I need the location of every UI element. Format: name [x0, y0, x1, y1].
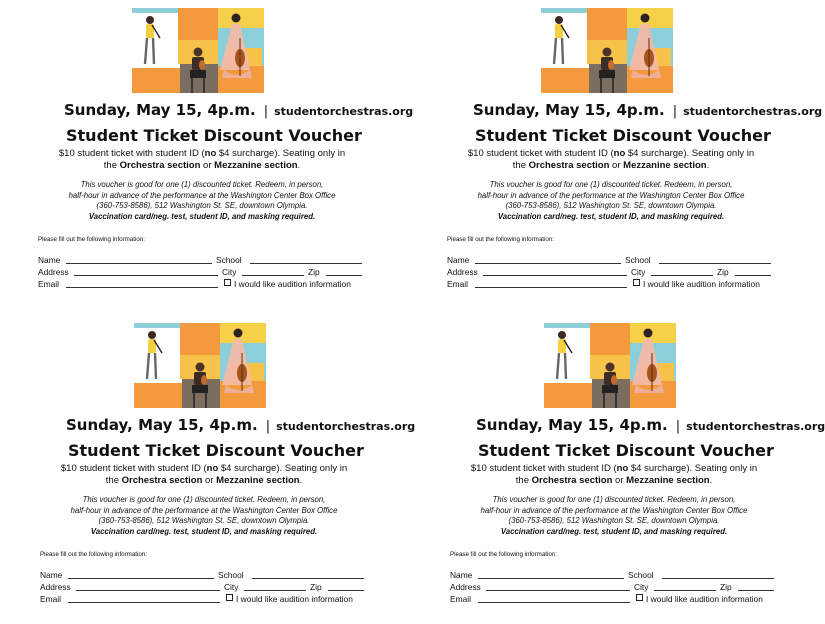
description-text: .: [297, 160, 301, 171]
event-separator: |: [265, 419, 271, 434]
fine-print-line: (360-753-8586), 512 Washington St. SE, downtown Olympia.: [98, 516, 310, 525]
audition-label: I would like audition information: [643, 279, 760, 289]
event-date: Sunday, May 15, 4p.m.: [476, 416, 668, 434]
mezzanine-section: Mezzanine section: [216, 475, 300, 486]
fine-print: [22, 180, 382, 222]
email-field[interactable]: [68, 602, 220, 603]
event-date: Sunday, May 15, 4p.m.: [473, 101, 665, 119]
zip-field[interactable]: [738, 590, 774, 591]
audition-checkbox[interactable]: [633, 279, 640, 286]
musicians-figures-icon: [132, 8, 264, 93]
fine-print: [431, 180, 791, 222]
fine-print-line: This voucher is good for one (1) discounted ticket. Redeem, in person,: [489, 180, 733, 189]
name-field[interactable]: [68, 578, 214, 579]
city-label: City: [631, 267, 646, 277]
voucher-top-right: [409, 0, 823, 309]
description-text: or: [202, 475, 217, 486]
fine-print-line: (360-753-8586), 512 Washington St. SE, downtown Olympia.: [508, 516, 720, 525]
description-text: $4 surcharge). Seating only in: [625, 148, 755, 159]
musicians-figures-icon: [134, 323, 266, 408]
mezzanine-section: Mezzanine section: [623, 160, 707, 171]
voucher-bottom-right: [412, 315, 825, 624]
address-label: Address: [447, 267, 478, 277]
description-text: the: [512, 160, 529, 171]
audition-checkbox[interactable]: [224, 279, 231, 286]
email-label: Email: [447, 279, 468, 289]
fine-print-line: half-hour in advance of the performance at the Washington Center Box Office: [70, 505, 338, 515]
email-field[interactable]: [475, 287, 627, 288]
fine-print-line: This voucher is good for one (1) discounted ticket. Redeem, in person,: [492, 495, 736, 504]
description-text: .: [706, 160, 710, 171]
form-instructions: Please fill out the following information:: [450, 551, 557, 558]
zip-label: Zip: [717, 267, 729, 277]
city-label: City: [634, 582, 649, 592]
email-label: Email: [38, 279, 59, 289]
audition-checkbox[interactable]: [226, 594, 233, 601]
description-text: the: [103, 160, 120, 171]
city-field[interactable]: [651, 275, 713, 276]
school-field[interactable]: [659, 263, 771, 264]
name-label: Name: [40, 570, 63, 580]
address-field[interactable]: [483, 275, 627, 276]
event-line: [476, 415, 825, 434]
school-field[interactable]: [662, 578, 774, 579]
zip-label: Zip: [308, 267, 320, 277]
orchestra-section: Orchestra section: [121, 475, 203, 486]
event-separator: |: [675, 419, 681, 434]
fine-print-line: (360-753-8586), 512 Washington St. SE, downtown Olympia.: [96, 201, 308, 210]
description-text: $4 surcharge). Seating only in: [216, 148, 346, 159]
fine-print-line: (360-753-8586), 512 Washington St. SE, downtown Olympia.: [505, 201, 717, 210]
zip-label: Zip: [720, 582, 732, 592]
event-line: [66, 415, 415, 434]
form-instructions: Please fill out the following information:: [447, 236, 554, 243]
voucher-description: [34, 463, 374, 487]
description-no: no: [206, 463, 219, 474]
description-text: $4 surcharge). Seating only in: [628, 463, 758, 474]
zip-field[interactable]: [735, 275, 771, 276]
address-field[interactable]: [486, 590, 630, 591]
event-line: [64, 100, 413, 119]
event-website: studentorchestras.org: [686, 420, 825, 433]
audition-checkbox[interactable]: [636, 594, 643, 601]
fine-print-line: half-hour in advance of the performance at the Washington Center Box Office: [68, 190, 336, 200]
orchestra-section: Orchestra section: [119, 160, 201, 171]
event-date: Sunday, May 15, 4p.m.: [64, 101, 256, 119]
voucher-title: Student Ticket Discount Voucher: [475, 126, 771, 145]
description-text: $10 student ticket with student ID (: [467, 148, 614, 159]
orchestra-illustration-icon: [544, 323, 676, 408]
address-field[interactable]: [76, 590, 220, 591]
description-text: $10 student ticket with student ID (: [60, 463, 207, 474]
zip-label: Zip: [310, 582, 322, 592]
email-field[interactable]: [478, 602, 630, 603]
musicians-figures-icon: [544, 323, 676, 408]
description-text: the: [515, 475, 532, 486]
description-no: no: [616, 463, 629, 474]
mezzanine-section: Mezzanine section: [214, 160, 298, 171]
fine-print-line: half-hour in advance of the performance at the Washington Center Box Office: [477, 190, 745, 200]
requirements-line: Vaccination card/neg. test, student ID, and masking required.: [500, 526, 728, 536]
school-label: School: [216, 255, 242, 265]
description-no: no: [613, 148, 626, 159]
voucher-description: [32, 148, 372, 172]
address-label: Address: [450, 582, 481, 592]
voucher-description: [441, 148, 781, 172]
requirements-line: Vaccination card/neg. test, student ID, and masking required.: [90, 526, 318, 536]
form-instructions: Please fill out the following information:: [40, 551, 147, 558]
email-label: Email: [450, 594, 471, 604]
fine-print-line: half-hour in advance of the performance at the Washington Center Box Office: [480, 505, 748, 515]
description-text: $4 surcharge). Seating only in: [218, 463, 348, 474]
event-separator: |: [672, 104, 678, 119]
audition-label: I would like audition information: [646, 594, 763, 604]
musicians-figures-icon: [541, 8, 673, 93]
city-field[interactable]: [654, 590, 716, 591]
address-label: Address: [38, 267, 69, 277]
voucher-title: Student Ticket Discount Voucher: [478, 441, 774, 460]
voucher-bottom-left: [2, 315, 416, 624]
city-field[interactable]: [242, 275, 304, 276]
voucher-description: [444, 463, 784, 487]
email-field[interactable]: [66, 287, 218, 288]
description-text: .: [709, 475, 713, 486]
school-label: School: [218, 570, 244, 580]
email-label: Email: [40, 594, 61, 604]
description-text: or: [612, 475, 627, 486]
description-no: no: [204, 148, 217, 159]
city-field[interactable]: [244, 590, 306, 591]
event-separator: |: [263, 104, 269, 119]
name-label: Name: [38, 255, 61, 265]
mezzanine-section: Mezzanine section: [626, 475, 710, 486]
audition-label: I would like audition information: [234, 279, 351, 289]
event-website: studentorchestras.org: [274, 105, 414, 118]
audition-label: I would like audition information: [236, 594, 353, 604]
description-text: the: [105, 475, 122, 486]
description-text: $10 student ticket with student ID (: [58, 148, 205, 159]
school-field[interactable]: [252, 578, 364, 579]
fine-print-line: This voucher is good for one (1) discounted ticket. Redeem, in person,: [82, 495, 326, 504]
zip-field[interactable]: [328, 590, 364, 591]
voucher-top-left: [0, 0, 414, 309]
requirements-line: Vaccination card/neg. test, student ID, and masking required.: [497, 211, 725, 221]
orchestra-illustration-icon: [134, 323, 266, 408]
orchestra-illustration-icon: [132, 8, 264, 93]
orchestra-illustration-icon: [541, 8, 673, 93]
name-label: Name: [450, 570, 473, 580]
description-text: or: [200, 160, 215, 171]
address-field[interactable]: [74, 275, 218, 276]
form-instructions: Please fill out the following information:: [38, 236, 145, 243]
name-field[interactable]: [478, 578, 624, 579]
fine-print: [24, 495, 384, 537]
zip-field[interactable]: [326, 275, 362, 276]
event-line: [473, 100, 822, 119]
orchestra-section: Orchestra section: [531, 475, 613, 486]
description-text: or: [609, 160, 624, 171]
school-field[interactable]: [250, 263, 362, 264]
voucher-title: Student Ticket Discount Voucher: [66, 126, 362, 145]
event-website: studentorchestras.org: [683, 105, 823, 118]
orchestra-section: Orchestra section: [528, 160, 610, 171]
event-website: studentorchestras.org: [276, 420, 416, 433]
voucher-title: Student Ticket Discount Voucher: [68, 441, 364, 460]
school-label: School: [628, 570, 654, 580]
city-label: City: [224, 582, 239, 592]
name-label: Name: [447, 255, 470, 265]
school-label: School: [625, 255, 651, 265]
fine-print: [434, 495, 794, 537]
address-label: Address: [40, 582, 71, 592]
event-date: Sunday, May 15, 4p.m.: [66, 416, 258, 434]
name-field[interactable]: [66, 263, 212, 264]
description-text: $10 student ticket with student ID (: [470, 463, 617, 474]
name-field[interactable]: [475, 263, 621, 264]
requirements-line: Vaccination card/neg. test, student ID, and masking required.: [88, 211, 316, 221]
description-text: .: [299, 475, 303, 486]
fine-print-line: This voucher is good for one (1) discounted ticket. Redeem, in person,: [80, 180, 324, 189]
city-label: City: [222, 267, 237, 277]
